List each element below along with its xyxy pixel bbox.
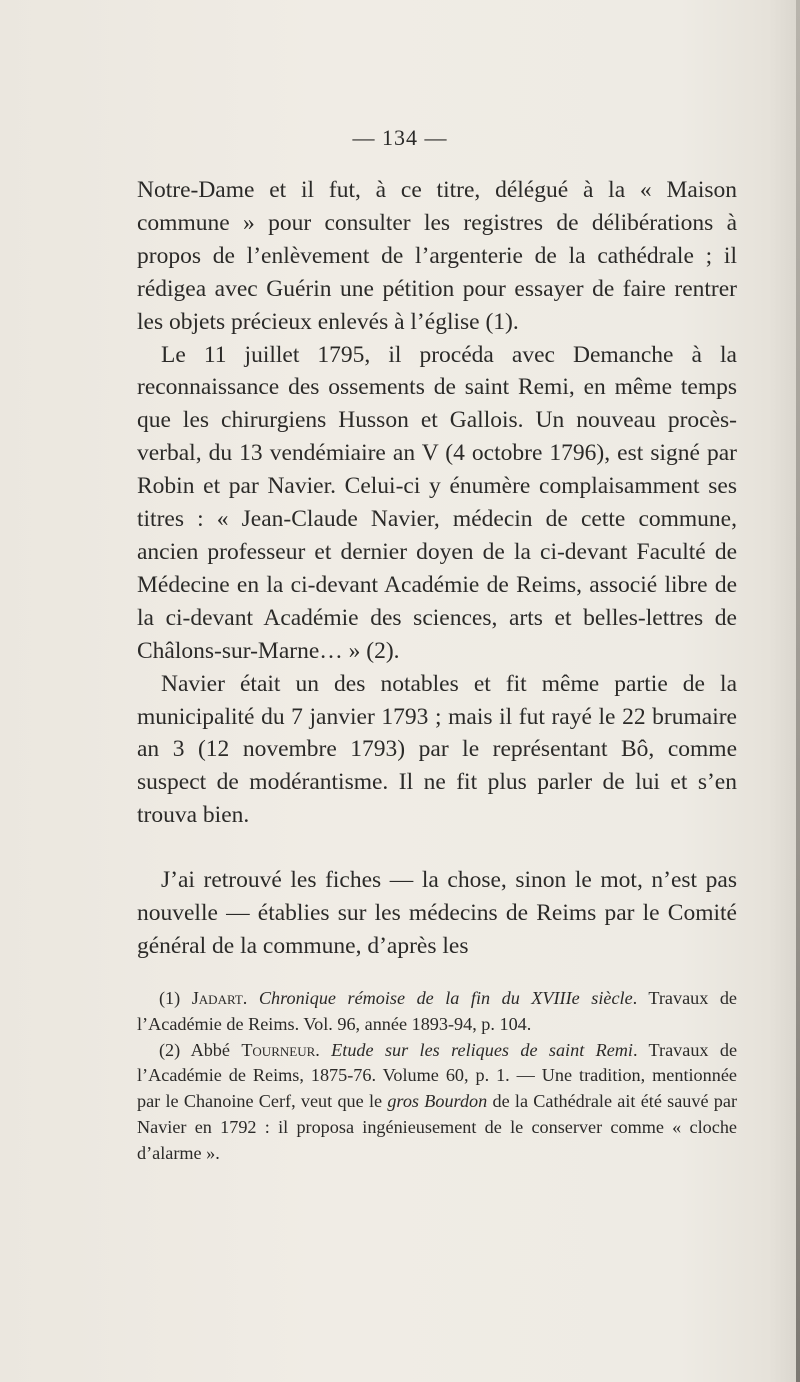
page-edge-shadow: [796, 0, 800, 1382]
footnote-1-rest: . Travaux de l’Académie de Reims. Vol. 96, année 1893-94, p. 104.: [137, 988, 737, 1034]
footnote-1-separator: .: [242, 988, 259, 1008]
paragraph-3: Navier était un des notables et fit même partie de la municipalité du 7 janvier 1793 ; mais il fut rayé le 22 brumaire an 3 (12 novembre 1793) par le représentant Bô, comme suspect de modérantisme. Il ne fit plus parler de lui et s’en trouva bien.: [137, 670, 737, 829]
footnote-1-number: (1): [159, 988, 192, 1008]
footnote-2-separator: .: [315, 1039, 332, 1060]
footnote-2-number: (2): [159, 1039, 191, 1060]
footnote-2-author: Tourneur: [241, 1039, 316, 1060]
footnote-1-author: Jadart: [191, 988, 243, 1008]
footnotes: [137, 986, 737, 1167]
footnote-1: [137, 986, 737, 1038]
main-text: [137, 174, 737, 963]
footnote-2-prefix: Abbé: [190, 1039, 242, 1060]
footnote-1-title: Chronique rémoise de la fin du XVIIIe siècle: [258, 988, 633, 1008]
paragraph-4: J’ai retrouvé les fiches — la chose, sinon le mot, n’est pas nouvelle — établies sur les médecins de Reims par le Comité général de la commune, d’après les: [137, 867, 737, 959]
footnote-2-italic-term: gros Bourdon: [387, 1091, 488, 1112]
footnote-2: [137, 1038, 737, 1167]
footnote-2-end: de la Cathédrale ait été sauvé par Navier en 1792 : il proposa ingénieusement de le conserver comme « cloche d’alarme ».: [137, 1091, 738, 1163]
footnote-2-middle: . Travaux de l’Académie de Reims, 1875-76. Volume 60, p. 1. — Une tradition, mentionnée par le Chanoine Cerf, veut que le: [137, 1039, 738, 1112]
paragraph-2: Le 11 juillet 1795, il procéda avec Demanche à la reconnaissance des ossements de saint Remi, en même temps que les chirurgiens Husson et Gallois. Un nouveau procès-verbal, du 13 vendémiaire an V (4 octobre 1796), est signé par Robin et par Navier. Celui-ci y énumère complaisamment ses titres : « Jean-Claude Navier, médecin de cette commune, ancien professeur et dernier doyen de la ci-devant Faculté de Médecine en la ci-devant Académie de Reims, associé libre de la ci-devant Académie des sciences, arts et belles-lettres de Châlons-sur-Marne… » (2).: [137, 341, 737, 664]
paragraph-1: Notre-Dame et il fut, à ce titre, délégué à la « Maison commune » pour consulter les registres de délibérations à propos de l’enlèvement de l’argenterie de la cathédrale ; il rédigea avec Guérin une pétition pour essayer de faire rentrer les objets précieux enlevés à l’église (1).: [137, 177, 737, 335]
page-number: — 134 —: [352, 125, 448, 150]
footnote-2-title: Etude sur les reliques de saint Remi: [331, 1039, 633, 1060]
